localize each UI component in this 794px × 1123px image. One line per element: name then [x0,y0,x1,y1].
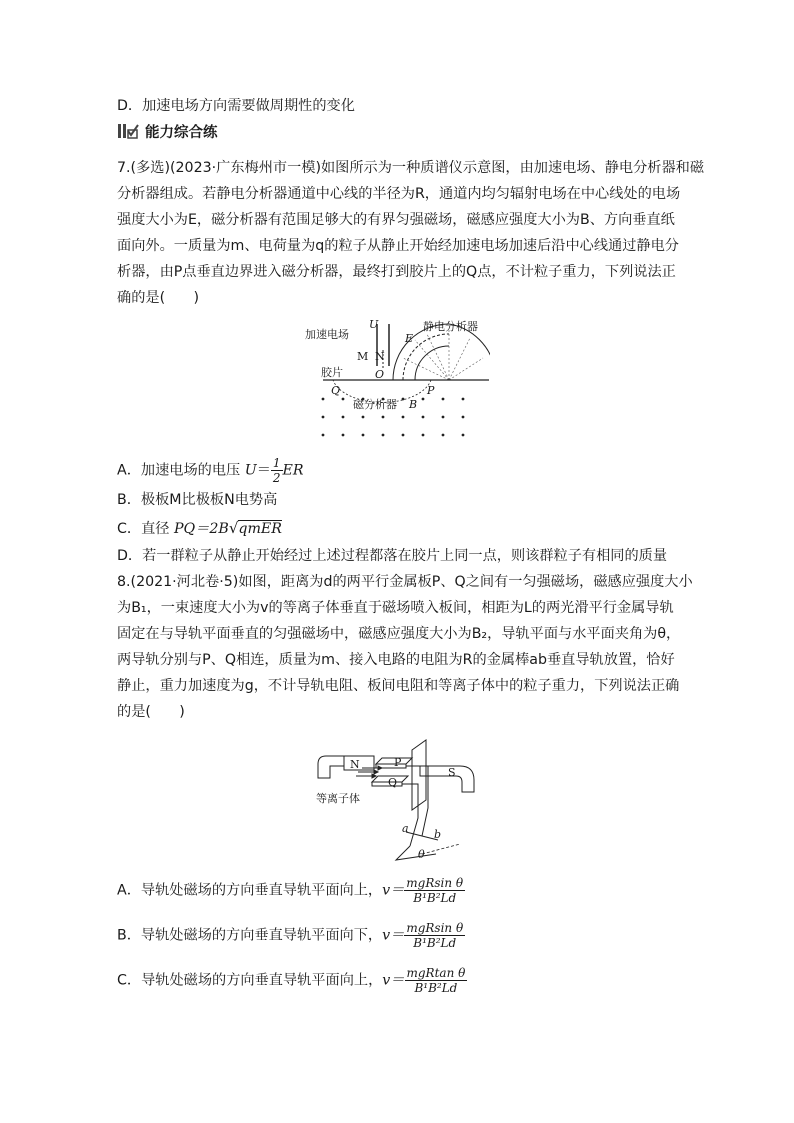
label-Q: Q [331,384,341,397]
q8-line-6: 的是( ) [117,704,185,720]
option-d-previous: D．加速电场方向需要做周期性的变化 [117,98,355,114]
q8-option-c: C．导轨处磁场的方向垂直导轨平面向上，v＝ $\frac{\text{mgRtan θ}}{\text{B¹B²Ld}}$ [117,966,466,995]
label-U: U [369,318,379,331]
label-plate-P: P [394,756,402,769]
label-accel-field: 加速电场 [305,328,349,341]
q8-line-2: 为B₁，一束速度大小为v的等离子体垂直于磁场喷入板间，相距为L的两光滑平行金属导轨 [117,600,674,616]
fraction: $\frac{\text{mgRsin θ}}{\text{B¹B²Ld}}$ [406,921,464,950]
mass-spectrometer-figure [305,314,490,444]
q8-line-1: 8.(2021·河北卷·5)如图，距离为d的两平行金属板P、Q之间有一匀强磁场，磁感应强度大小 [117,574,693,590]
label-B: B [409,398,418,411]
q7-line-2: 分析器组成。若静电分析器通道中心线的半径为R，通道内均匀辐射电场在中心线处的电场 [117,186,681,202]
label-plate-Q: Q [388,776,398,789]
fraction: $\frac{1}{2}$ [272,456,281,485]
q8-line-5: 静止，重力加速度为g，不计导轨电阻、板间电阻和等离子体中的粒子重力，下列说法正确 [117,678,680,694]
label-P: P [427,384,435,397]
q7-line-1: 7.(多选)(2023·广东梅州市一模)如图所示为一种质谱仪示意图，由加速电场、静电分析器和磁 [117,160,705,176]
q7-option-c: C．直径 PQ＝2B√qmER [117,519,282,537]
label-film: 胶片 [321,366,343,379]
label-magnetic-analyzer: 磁分析器 [353,398,397,411]
label-plasma: 等离子体 [316,792,360,805]
section-title: 能力综合练 [145,124,218,141]
label-magnet-S: S [448,766,456,779]
fraction: $\frac{\text{mgRtan θ}}{\text{B¹B²Ld}}$ [406,966,466,995]
label-O: O [375,368,385,381]
plasma-generator-figure [310,736,485,862]
q7-line-4: 面向外。一质量为m、电荷量为q的粒子从静止开始经加速电场加速后沿中心线通过静电分 [117,238,679,254]
q7-line-6: 确的是( ) [117,290,200,306]
label-magnet-N: N [350,758,360,771]
q7-option-b: B．极板M比极板N电势高 [117,492,278,508]
q7-option-a: A．加速电场的电压 U＝ $\frac{1}{2}$ ER [117,456,304,485]
checklist-icon [117,122,139,140]
section-header [117,121,218,141]
q8-option-a: A．导轨处磁场的方向垂直导轨平面向上，v＝ $\frac{\text{mgRsin θ}}{\text{B¹B²Ld}}$ [117,876,464,905]
label-electrostatic-analyzer: 静电分析器 [423,320,478,333]
label-b: b [434,828,442,841]
q8-option-b: B．导轨处磁场的方向垂直导轨平面向下，v＝ $\frac{\text{mgRsin θ}}{\text{B¹B²Ld}}$ [117,921,464,950]
label-plate-M: M [357,350,369,363]
q7-line-3: 强度大小为E，磁分析器有范围足够大的有界匀强磁场，磁感应强度大小为B、方向垂直纸 [117,212,675,228]
label-E: E [405,332,414,345]
label-a: a [402,822,409,835]
q8-line-4: 两导轨分别与P、Q相连，质量为m、接入电路的电阻为R的金属棒ab垂直导轨放置，恰好 [117,652,675,668]
q7-line-5: 析器，由P点垂直边界进入磁分析器，最终打到胶片上的Q点，不计粒子重力，下列说法正 [117,264,676,280]
q8-line-3: 固定在与导轨平面垂直的匀强磁场中，磁感应强度大小为B₂，导轨平面与水平面夹角为θ， [117,626,681,642]
label-plate-N: N [375,350,385,363]
q7-option-d: D．若一群粒子从静止开始经过上述过程都落在胶片上同一点，则该群粒子有相同的质量 [117,548,668,564]
label-theta: θ [418,848,425,861]
fraction: $\frac{\text{mgRsin θ}}{\text{B¹B²Ld}}$ [406,876,464,905]
sqrt-icon: √ [228,519,239,537]
